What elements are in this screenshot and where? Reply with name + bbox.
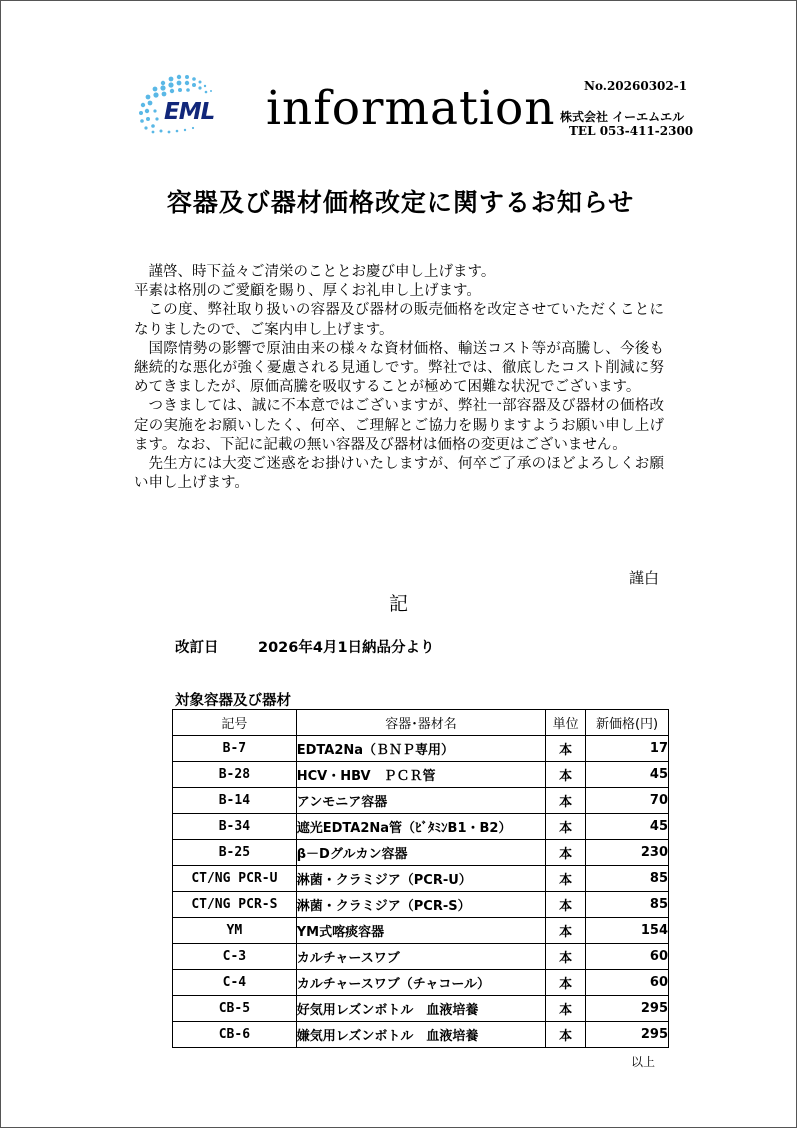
table-caption: 対象容器及び器材 <box>175 693 291 709</box>
item-unit: 本 <box>546 840 586 866</box>
document-number: No.20260302-1 <box>584 79 688 93</box>
item-price: 70 <box>586 788 669 814</box>
item-price: 295 <box>586 1022 669 1048</box>
item-code: C-4 <box>173 970 297 996</box>
item-name: 嫌気用レズンボトル 血液培養 <box>296 1022 545 1048</box>
item-code: B-7 <box>173 736 297 762</box>
body-paragraph: つきましては、誠に不本意ではございますが、弊社一部容器及び器材の価格改定の実施をお願いしたく、何卒、ご理解とご協力を賜りますようお願い申し上げます。なお、下記に記載の無い容器及び器材は価格の変更はございません。 <box>134 398 664 453</box>
body-paragraph: 国際情勢の影響で原油由来の様々な資材価格、輸送コスト等が高騰し、今後も継続的な悪化が強く憂慮される見通しです。弊社では、徹底したコスト削減に努めてきましたが、原価高騰を吸収することが極めて困難な状況でございます。 <box>134 340 664 396</box>
company-name: 株式会社 イーエムエル <box>560 110 685 124</box>
body-paragraph: 先生方には大変ご迷惑をお掛けいたしますが、何卒ご了承のほどよろしくお願い申し上げます。 <box>134 456 664 492</box>
item-name: 好気用レズンボトル 血液培養 <box>296 996 545 1022</box>
table-row <box>173 944 669 970</box>
end-mark: 以上 <box>631 1055 656 1069</box>
item-price: 60 <box>586 944 669 970</box>
item-price: 60 <box>586 970 669 996</box>
ki-heading: 記 <box>389 593 409 615</box>
item-code: CT/NG PCR-S <box>173 892 297 918</box>
item-unit: 本 <box>546 996 586 1022</box>
item-price: 295 <box>586 996 669 1022</box>
item-name: 淋菌・クラミジア（PCR-S） <box>296 892 545 918</box>
item-name: カルチャースワブ <box>296 944 545 970</box>
item-name: アンモニア容器 <box>296 788 545 814</box>
body-paragraph: この度、弊社取り扱いの容器及び器材の販売価格を改定させていただくことになりましたので、ご案内申し上げます。 <box>134 302 664 338</box>
item-price: 45 <box>586 814 669 840</box>
item-code: B-28 <box>173 762 297 788</box>
header-unit: 単位 <box>546 710 586 736</box>
closing-word: 謹白 <box>629 569 660 587</box>
item-unit: 本 <box>546 762 586 788</box>
item-code: B-25 <box>173 840 297 866</box>
table-row <box>173 866 669 892</box>
table-row <box>173 918 669 944</box>
table-row <box>173 970 669 996</box>
table-row <box>173 996 669 1022</box>
item-unit: 本 <box>546 1022 586 1048</box>
item-price: 154 <box>586 918 669 944</box>
header-price: 新価格(円) <box>586 710 669 736</box>
item-name: EDTA2Na（ＢＮＰ専用） <box>296 736 545 762</box>
header-code: 記号 <box>173 710 297 736</box>
company-tel: TEL 053-411-2300 <box>569 124 694 138</box>
body-paragraph: 謹啓、時下益々ご清栄のこととお慶び申し上げます。 <box>148 264 496 280</box>
item-unit: 本 <box>546 944 586 970</box>
table-row <box>173 840 669 866</box>
revision-date-label: 改訂日 <box>175 640 219 656</box>
item-name: HCV・HBV ＰＣＲ管 <box>296 762 545 788</box>
item-code: CB-6 <box>173 1022 297 1048</box>
item-unit: 本 <box>546 866 586 892</box>
price-table <box>172 709 669 1048</box>
item-unit: 本 <box>546 736 586 762</box>
table-row <box>173 814 669 840</box>
table-row <box>173 762 669 788</box>
item-unit: 本 <box>546 918 586 944</box>
item-code: CT/NG PCR-U <box>173 866 297 892</box>
item-unit: 本 <box>546 970 586 996</box>
item-unit: 本 <box>546 814 586 840</box>
item-price: 230 <box>586 840 669 866</box>
item-unit: 本 <box>546 892 586 918</box>
eml-logo-text: EML <box>164 99 215 125</box>
item-code: CB-5 <box>173 996 297 1022</box>
item-price: 85 <box>586 892 669 918</box>
body-paragraph: 平素は格別のご愛顧を賜り、厚くお礼申し上げます。 <box>134 283 481 300</box>
information-title: information <box>266 81 556 136</box>
item-unit: 本 <box>546 788 586 814</box>
table-row <box>173 788 669 814</box>
table-row <box>173 1022 669 1048</box>
table-row <box>173 892 669 918</box>
revision-date-value: 2026年4月1日納品分より <box>258 640 435 656</box>
item-name: カルチャースワブ（チャコール） <box>296 970 545 996</box>
item-code: YM <box>173 918 297 944</box>
notice-body <box>134 263 664 493</box>
item-price: 85 <box>586 866 669 892</box>
item-code: C-3 <box>173 944 297 970</box>
item-name: YM式喀痰容器 <box>296 918 545 944</box>
table-row <box>173 736 669 762</box>
item-code: B-14 <box>173 788 297 814</box>
item-name: 淋菌・クラミジア（PCR-U） <box>296 866 545 892</box>
item-code: B-34 <box>173 814 297 840</box>
item-name: 遮光EDTA2Na管（ﾋﾞﾀﾐﾝB1・B2） <box>296 814 545 840</box>
table-header-row <box>173 710 669 736</box>
item-price: 45 <box>586 762 669 788</box>
notice-title: 容器及び器材価格改定に関するお知らせ <box>166 188 635 217</box>
item-price: 17 <box>586 736 669 762</box>
item-name: β－Dグルカン容器 <box>296 840 545 866</box>
header-name: 容器･器材名 <box>296 710 545 736</box>
